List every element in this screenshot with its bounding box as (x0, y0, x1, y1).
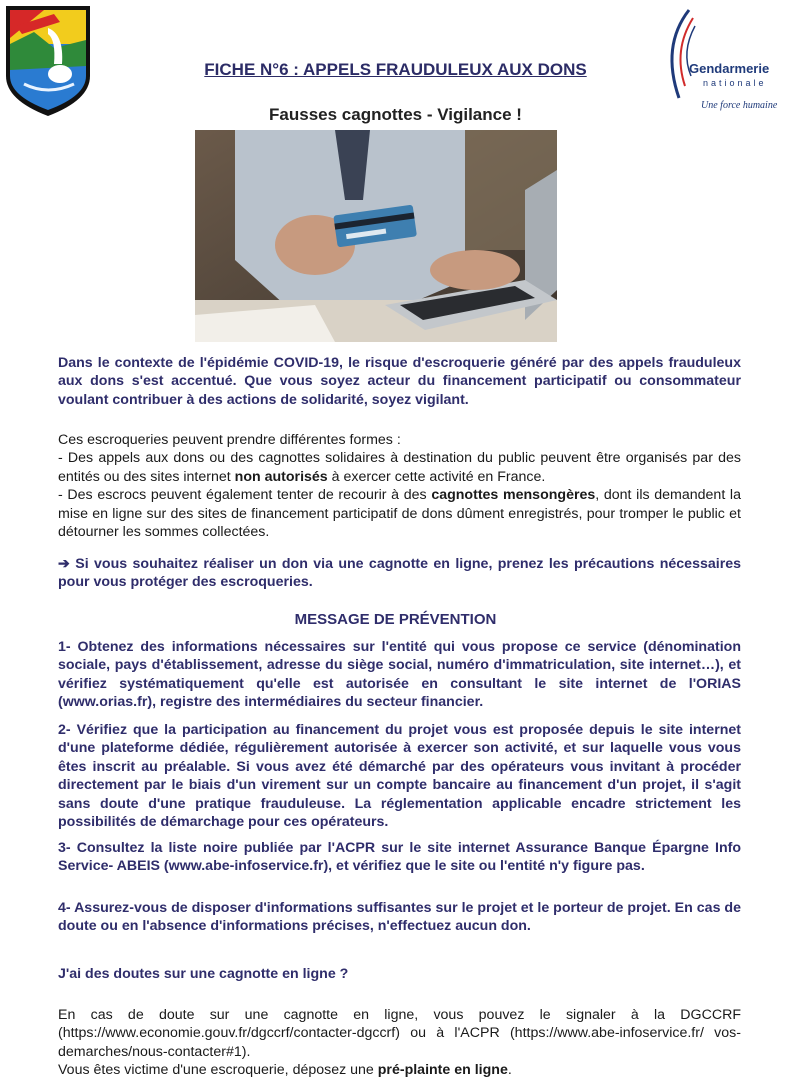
prevention-item-1: 1- Obtenez des informations nécessaires sur l'entité qui vous propose ce service (dénomination sociale, pays d'établissement, adresse du siège social, numéro d'immatriculation, site internet…), et vérifiez systématiquement qu'elle est autorisée en consultant le site internet de l'ORIAS (www.orias.fr), registre des intermédiaires du secteur financier. (58, 639, 741, 711)
credit-card-laptop-photo (195, 130, 557, 342)
fraud-forms-section (58, 431, 741, 541)
gendarmerie-name: Gendarmerie (689, 61, 770, 76)
arrow-advice: ➔ Si vous souhaitez réaliser un don via une cagnotte en ligne, prenez les précautions nécessaires pour vous protéger des escroqueries. (58, 556, 741, 591)
prevention-item-3: 3- Consultez la liste noire publiée par l'ACPR sur le site internet Assurance Banque Épargne Info Service- ABEIS (www.abe-infoservice.fr), et vérifiez que le site ou l'entité n'y figure pas. (58, 840, 741, 875)
fraud-form-item-2: - Des escrocs peuvent également tenter de recourir à des cagnottes mensongères, dont ils demandent la mise en ligne sur des sites de financement participatif de dons dûment enregistrés, pour tromper le public et détourner les sommes collectées. (58, 487, 741, 541)
gendarmerie-subname: nationale (703, 78, 767, 88)
fraud-form-item-1: - Des appels aux dons ou des cagnottes solidaires à destination du public peuvent être organisés par des entités ou des sites internet non autorisés à exercer cette activité en France. (58, 450, 741, 485)
victim-line: Vous êtes victime d'une escroquerie, déposez une pré-plainte en ligne. (58, 1062, 512, 1079)
prevention-item-4: 4- Assurez-vous de disposer d'informations suffisantes sur le projet et le porteur de projet. En cas de doute ou en l'absence d'informations précises, n'effectuez aucun don. (58, 900, 741, 935)
cagnottes-mensongeres-emphasis: cagnottes mensongères (431, 487, 596, 504)
intro-paragraph: Dans le contexte de l'épidémie COVID-19, le risque d'escroquerie généré par des appels frauduleux aux dons s'est accentué. Que vous soyez acteur du financement participatif ou consommateur voulant contribuer à des actions de solidarité, soyez vigilant. (58, 355, 741, 408)
doubt-answer-section (58, 1006, 741, 1080)
pre-plainte-link[interactable]: pré-plainte en ligne (377, 1062, 508, 1079)
prevention-item-2: 2- Vérifiez que la participation au financement du projet vous est proposée depuis le site internet d'une plateforme dédiée, régulièrement autorisée à exercer son activité, et sur laquelle vous vous êtes inscrit au préalable. Si vous avez été démarché par des opérateurs vous invitant à procéder directement par le biais d'un virement sur un compte bancaire au financement d'un projet, il s'agit sans doute d'une pratique frauduleuse. La réglementation applicable encadre strictement les possibilités de démarchage pour ces opérateurs. (58, 722, 741, 831)
gendarmerie-motto: Une force humaine (701, 100, 778, 111)
page-title: FICHE N°6 : APPELS FRAUDULEUX AUX DONS (204, 60, 587, 79)
doubt-question: J'ai des doutes sur une cagnotte en ligne ? (58, 966, 349, 982)
fraud-forms-lead: Ces escroqueries peuvent prendre différentes formes : (58, 432, 401, 448)
non-autorises-emphasis: non autorisés (234, 468, 328, 485)
doubt-answer: En cas de doute sur une cagnotte en ligne, vous pouvez le signaler à la DGCCRF (https://www.economie.gouv.fr/dgccrf/contacter-dgccrf) ou à l'ACPR (https://www.abe-infoservice.fr/ vos-demarches/nous-contacter#1). (58, 1007, 741, 1060)
prevention-title: MESSAGE DE PRÉVENTION (294, 611, 497, 628)
page-subtitle: Fausses cagnottes - Vigilance ! (269, 105, 522, 124)
